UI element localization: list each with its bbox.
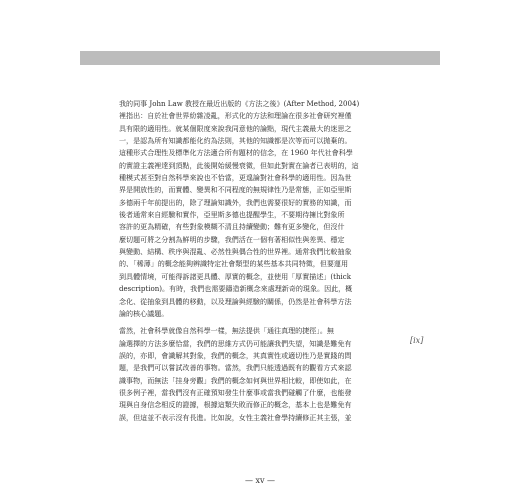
text-line: 現與自身信念相反的證據，根據這類失敗而修正的概念，基本上也是難免有	[119, 400, 352, 410]
text-line: description)。有時，我們也需要鑄造新概念來處理新奇的現象。因此，概	[119, 284, 353, 294]
text-line: 很多例子裡，當我們沒有正確預知發生什麼事或當我們碰觸了什麼，也能發	[119, 387, 352, 397]
paragraph-1	[119, 98, 401, 320]
text-line: 到具體情境，可能得訴諸更具體、厚實的概念，並使用「厚實描述」(thick	[119, 271, 351, 281]
text-line: 的實證主義裡達到頂點，此後開始緩慢衰微，但如此對實在論者已表明的，這	[119, 160, 359, 170]
text-line: 論的核心議題。	[119, 308, 169, 318]
header-band	[80, 51, 440, 65]
text-line: 多德兩千年前提出的，除了理論知識外，我們也需要很好的實務的知識，而	[119, 197, 352, 207]
text-line: 當然，社會科學就像自然科學一樣，無法提供「通往真理的捷徑」。無	[119, 326, 334, 336]
text-line: 誤的，亦即，會識解其對象，我們的概念，其真實性或適切性乃是實踐的問	[119, 350, 352, 360]
text-line: 種模式甚至對自然科學來說也不恰當，更遑論對社會科學的適用性。因為世	[119, 173, 352, 183]
text-line: 裡指出：自於社會世界紛雜凌亂，形式化的方法和理論在很多社會研究裡僅	[119, 111, 352, 121]
text-line: 誤，但這並不表示沒有長進。比如說，女性主義社會學持續修正其主張，並	[119, 412, 352, 422]
text-line: 念化、從抽象到具體的移動，以及理論與經驗的關係，仍然是社會科學方法	[119, 296, 352, 306]
page-body	[119, 98, 401, 424]
margin-note: [ix]	[410, 336, 424, 345]
text-line: 與變動、結構、秩序與混亂、必然性與偶合性的世界裡。通常我們比較抽象	[119, 247, 352, 257]
text-line: 後者通常來自經驗和實作，亞里斯多德也提醒學生，不要期待擁比對象所	[119, 210, 345, 220]
text-line: 具有限的適用性。就某個限度來說我同意他的論點，現代主義最大的迷思之	[119, 123, 352, 133]
text-line: 這種形式合理性及標準化方法適合所有題材的信念，在 1960 年代社會科學	[119, 148, 353, 158]
text-line: 容許的更為精確，有些對象模糊不清且持續變動；難有更多變化，但沒什	[119, 222, 345, 232]
text-line: 麼切題可將之分割為鮮明的步驟，我們活在一個有著相似性與差異、穩定	[119, 234, 345, 244]
paragraph-2	[119, 325, 401, 424]
text-line: 界是開放性的，而實體、變異和不同程度的無規律性乃是常態，正如亞里斯	[119, 185, 352, 195]
text-line: 論選擇的方法多麼恰當，我們的思維方式仍可能讓我們失望，知識是難免有	[119, 338, 352, 348]
text-line: 一，是認為所有知識都能化約為法則，其他的知識都是次等而可以拋棄的。	[119, 136, 352, 146]
text-line: 我的同事 John Law 教授在最近出版的《方法之後》(After Method, 2004)	[119, 99, 360, 108]
text-line: 的、「稀薄」的概念能夠辨識特定社會類型的某些基本共同特徵，但要運用	[119, 259, 349, 269]
page-number: — xv —	[244, 476, 276, 485]
text-line: 題，是我們可以嘗試改善的事物。當然，我們只能透過既有的觀看方式來認	[119, 363, 352, 373]
text-line: 識事物，而無法「挂身旁觀」我們的概念如何與世界相比較，即使如此，在	[119, 375, 352, 385]
